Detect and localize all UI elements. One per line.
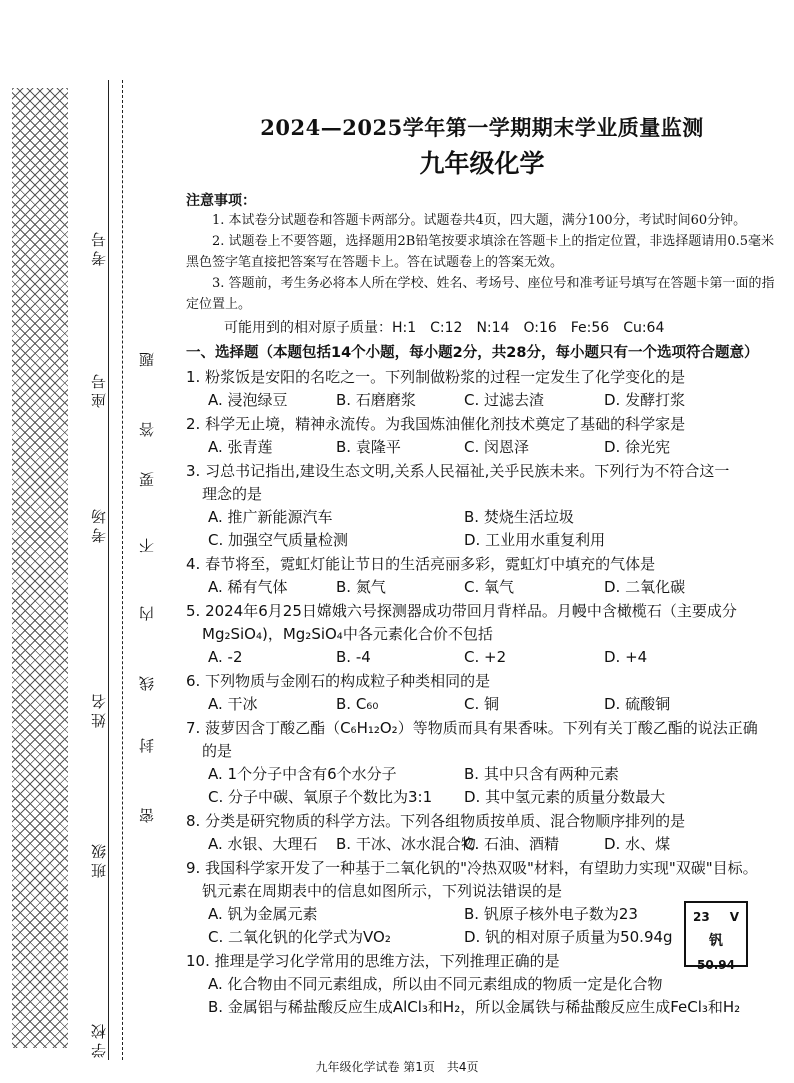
notice-item: 3. 答题前，考生务必将本人所在学校、姓名、考场号、座位号和准考证号填写在答题卡第一面的指定位置上。: [186, 276, 775, 312]
exam-room-label: 考场: [90, 505, 108, 543]
notice-item: 1. 本试卷分试题卷和答题卡两部分。试题卷共4页，四大题，满分100分，考试时间60分钟。: [212, 213, 747, 228]
option-b: B. 焚烧生活垃圾: [464, 508, 574, 526]
option-d: D. 工业用水重复利用: [464, 531, 606, 549]
seal-char-xian: 线: [138, 676, 156, 691]
option-a: A. -2: [208, 648, 243, 666]
option-b: B. 金属铝与稀盐酸反应生成AlCl₃和H₂，所以金属铁与稀盐酸反应生成FeCl₃和H₂: [208, 998, 741, 1016]
atomic-mass: 50.94: [697, 958, 735, 972]
atomic-number: 23: [693, 910, 710, 924]
option-d: D. 硫酸铜: [604, 695, 671, 713]
option-b: B. 石磨磨浆: [336, 391, 416, 409]
seal-char-nei: 内: [138, 606, 156, 621]
periodic-element-card: [684, 901, 748, 972]
option-a: A. 干冰: [208, 695, 258, 713]
question-stem: 3. 习总书记指出,建设生态文明,关系人民福祉,关乎民族未来。下列行为不符合这一: [186, 462, 730, 480]
question-stem: 4. 春节将至，霓虹灯能让节日的生活亮丽多彩，霓虹灯中填充的气体是: [186, 555, 656, 573]
option-c: C. 加强空气质量检测: [208, 531, 349, 549]
option-a: A. 水银、大理石: [208, 835, 318, 853]
question-stem: 9. 我国科学家开发了一种基于二氧化钒的"冷热双吸"材料，有望助力实现"双碳"目标。: [186, 859, 758, 877]
option-a: A. 化合物由不同元素组成，所以由不同元素组成的物质一定是化合物: [208, 975, 663, 993]
x-pattern-border: [12, 88, 68, 1048]
option-c: C. 铜: [464, 695, 500, 713]
seal-char-ti: 题: [138, 352, 156, 367]
question-2: [186, 413, 778, 459]
margin-line: [108, 80, 109, 1060]
seal-char-bu: 不: [138, 538, 156, 553]
question-stem: 10. 推理是学习化学常用的思维方法，下列推理正确的是: [186, 952, 560, 970]
option-c: C. 二氧化钒的化学式为VO₂: [208, 928, 391, 946]
options: [208, 436, 778, 459]
school-label: 学校: [90, 1020, 108, 1058]
options: [208, 506, 778, 552]
seal-line: [122, 80, 123, 1060]
option-d: D. 其中氢元素的质量分数最大: [464, 788, 666, 806]
question-stem: 5. 2024年6月25日嫦娥六号探测器成功带回月背样品。月幔中含橄榄石（主要成分: [186, 602, 737, 620]
option-a: A. 钒为金属元素: [208, 905, 318, 923]
option-c: C. 石油、酒精: [464, 835, 560, 853]
question-stem: 2. 科学无止境，精神永流传。为我国炼油催化剂技术奠定了基础的科学家是: [186, 415, 686, 433]
option-b: B. 干冰、冰水混合物: [336, 835, 476, 853]
option-a: A. 稀有气体: [208, 578, 288, 596]
option-a: A. 张青莲: [208, 438, 273, 456]
question-stem: 6. 下列物质与金刚石的构成粒子种类相同的是: [186, 672, 491, 690]
option-b: B. -4: [336, 648, 371, 666]
question-6: [186, 670, 778, 716]
option-b: B. C₆₀: [336, 695, 379, 713]
question-stem-cont: Mg₂SiO₄)，Mg₂SiO₄中各元素化合价不包括: [202, 625, 493, 643]
question-3: [186, 460, 778, 552]
option-d: D. 徐光宪: [604, 438, 671, 456]
option-b: B. 氮气: [336, 578, 386, 596]
option-c: C. 分子中碳、氧原子个数比为3:1: [208, 788, 433, 806]
option-c: C. 过滤去渣: [464, 391, 545, 409]
exam-subtitle: 九年级化学: [419, 149, 545, 178]
seal-char-yao: 要: [138, 472, 156, 487]
question-8: [186, 810, 778, 856]
section-heading: 一、选择题（本题包括14个小题，每小题2分，共28分，每小题只有一个选项符合题意）: [186, 345, 759, 361]
binding-margin: [0, 0, 160, 1083]
option-a: A. 浸泡绿豆: [208, 391, 288, 409]
options: [208, 833, 778, 856]
option-b: B. 其中只含有两种元素: [464, 765, 619, 783]
option-a: A. 1个分子中含有6个水分子: [208, 765, 397, 783]
atomic-masses: 可能用到的相对原子质量：H:1 C:12 N:14 O:16 Fe:56 Cu:64: [224, 320, 665, 336]
options: [208, 389, 778, 412]
element-name: 钒: [709, 933, 723, 949]
option-d: D. 二氧化碳: [604, 578, 686, 596]
exam-content: [186, 112, 778, 1019]
option-d: D. +4: [604, 648, 648, 666]
option-d: D. 钒的相对原子质量为50.94g: [464, 928, 673, 946]
notice-heading: 注意事项：: [186, 193, 256, 209]
name-label: 姓名: [90, 690, 108, 728]
question-stem-cont: 钒元素在周期表中的信息如图所示，下列说法错误的是: [202, 882, 563, 900]
option-c: C. +2: [464, 648, 507, 666]
seat-number-label: 座号: [90, 370, 108, 408]
question-stem: 8. 分类是研究物质的科学方法。下列各组物质按单质、混合物顺序排列的是: [186, 812, 686, 830]
options: [208, 646, 778, 669]
option-c: C. 氧气: [464, 578, 515, 596]
option-c: C. 闵恩泽: [464, 438, 530, 456]
option-a: A. 推广新能源汽车: [208, 508, 333, 526]
exam-title: 2024—2025学年第一学期期末学业质量监测: [260, 115, 704, 140]
question-7: [186, 717, 778, 809]
seal-char-da: 答: [138, 422, 156, 437]
exam-number-label: 考号: [90, 228, 108, 266]
options: [208, 763, 778, 809]
option-b: B. 钒原子核外电子数为23: [464, 905, 638, 923]
seal-char-feng: 封: [138, 738, 156, 753]
option-d: D. 水、煤: [604, 835, 671, 853]
option-d: D. 发酵打浆: [604, 391, 686, 409]
question-stem-cont: 理念的是: [202, 485, 263, 503]
element-symbol: V: [729, 910, 739, 924]
class-label: 班级: [90, 840, 108, 878]
question-stem: 7. 菠萝因含丁酸乙酯（C₆H₁₂O₂）等物质而具有果香味。下列有关丁酸乙酯的说法正确: [186, 719, 758, 737]
question-5: [186, 600, 778, 669]
options: [208, 576, 778, 599]
question-stem: 1. 粉浆饭是安阳的名吃之一。下列制做粉浆的过程一定发生了化学变化的是: [186, 368, 686, 386]
option-b: B. 袁隆平: [336, 438, 401, 456]
seal-char-mi: 密: [138, 808, 156, 823]
options: [208, 693, 778, 716]
question-1: [186, 366, 778, 412]
question-stem-cont: 的是: [202, 742, 233, 760]
notice-item: 2. 试题卷上不要答题，选择题用2B铅笔按要求填涂在答题卡上的指定位置，非选择题请用0.5毫米黑色签字笔直接把答案写在答题卡上。答在试题卷上的答案无效。: [186, 234, 775, 270]
page-footer: 九年级化学试卷 第1页 共4页: [315, 1060, 479, 1074]
question-4: [186, 553, 778, 599]
